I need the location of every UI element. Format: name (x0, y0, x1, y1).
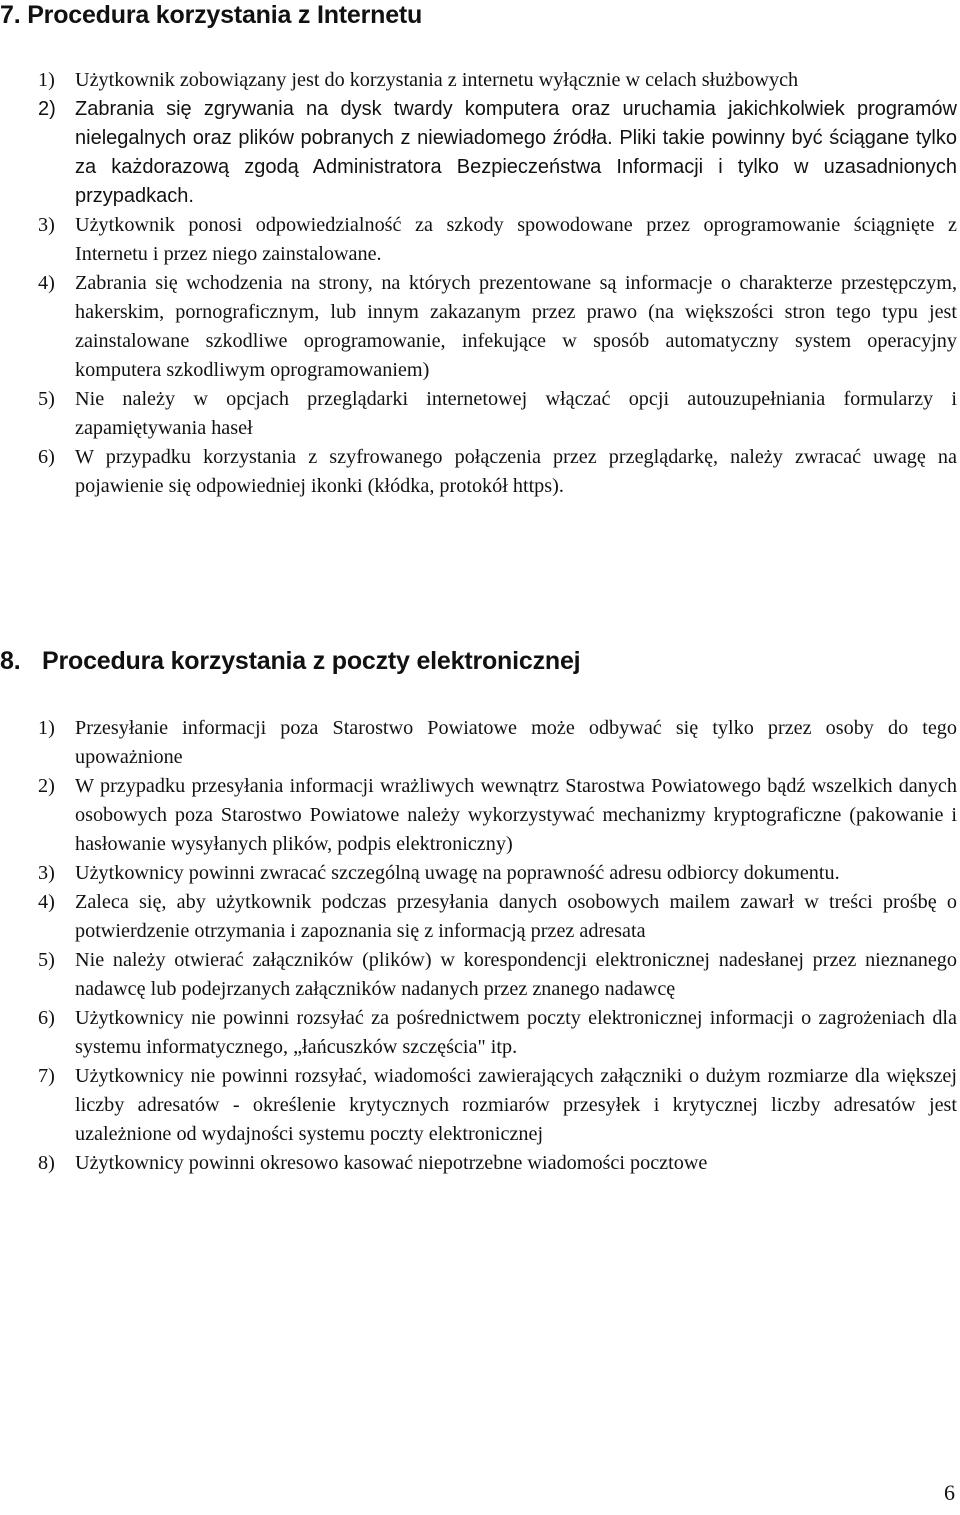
section-7-item-4 (38, 269, 957, 385)
list-item-text: Zaleca się, aby użytkownik podczas przesyłania danych osobowych mailem zawarł w treści prośbę o potwierdzenie otrzymania i zapoznania się z informacją przez adresata (75, 891, 957, 942)
list-item-text: Użytkownicy powinni zwracać szczególną uwagę na poprawność adresu odbiorcy dokumentu. (75, 862, 840, 884)
list-marker: 6) (38, 1007, 55, 1029)
list-marker: 3) (38, 862, 55, 884)
section-7-item-6 (38, 443, 957, 501)
section-8-number: 8. (0, 647, 21, 675)
section-8-title: Procedura korzystania z poczty elektronicznej (42, 647, 581, 675)
list-marker: 2) (38, 98, 56, 120)
page-number: 6 (944, 1480, 955, 1505)
list-marker: 7) (38, 1065, 55, 1087)
list-marker: 6) (38, 446, 55, 468)
list-marker: 1) (38, 717, 55, 739)
section-7-title: Procedura korzystania z Internetu (27, 1, 423, 29)
list-item-text: Nie należy otwierać załączników (plików) w korespondencji elektronicznej nadesłanej przez nieznanego nadawcę lub podejrzanych załączników nadanych przez znanego nadawcę (75, 949, 957, 1000)
list-item-text: Użytkownik ponosi odpowiedzialność za szkody spowodowane przez oprogramowanie ściągnięte z Internetu i przez niego zainstalowane. (75, 214, 957, 265)
section-7-item-1 (38, 66, 957, 95)
section-8-item-1 (38, 714, 957, 772)
list-item-text: Użytkownicy nie powinni rozsyłać za pośrednictwem poczty elektronicznej informacji o zagrożeniach dla systemu informatycznego, „łańcuszków szczęścia" itp. (75, 1007, 957, 1058)
section-8-item-2 (38, 772, 957, 859)
list-marker: 4) (38, 272, 55, 294)
list-marker: 1) (38, 69, 55, 91)
list-item-text: Użytkownik zobowiązany jest do korzystania z internetu wyłącznie w celach służbowych (75, 69, 799, 91)
list-item-text: Nie należy w opcjach przeglądarki internetowej włączać opcji autouzupełniania formularzy i zapamiętywania haseł (75, 388, 957, 439)
section-7-heading (0, 0, 422, 30)
section-7-item-3 (38, 211, 957, 269)
section-8-item-7 (38, 1062, 957, 1149)
list-item-text: Zabrania się zgrywania na dysk twardy komputera oraz uruchamia jakichkolwiek programów nielegalnych oraz plików pobranych z niewiadomego źródła. Pliki takie powinny być ściągane tylko za każdorazową zgodą Administratora Bezpieczeństwa Informacji i tylko w uzasadnionych przypadkach. (75, 98, 957, 207)
section-8-item-6 (38, 1004, 957, 1062)
section-7-number: 7. (0, 1, 21, 29)
list-marker: 5) (38, 388, 55, 410)
list-item-text: W przypadku przesyłania informacji wrażliwych wewnątrz Starostwa Powiatowego bądź wszelkich danych osobowych poza Starostwo Powiatowe należy wykorzystywać mechanizmy kryptograficzne (pakowanie i hasłowanie wysyłanych plików, podpis elektroniczny) (75, 775, 957, 855)
list-item-text: Zabrania się wchodzenia na strony, na których prezentowane są informacje o charakterze przestępczym, hakerskim, pornograficznym, lub innym zakazanym przez prawo (na większości stron tego typu jest zainstalowane szkodliwe oprogramowanie, infekujące w sposób automatyczny system operacyjny komputera szkodliwym oprogramowaniem) (75, 272, 957, 381)
list-marker: 2) (38, 775, 55, 797)
list-item-text: Użytkownicy powinni okresowo kasować niepotrzebne wiadomości pocztowe (75, 1152, 708, 1174)
list-marker: 4) (38, 891, 55, 913)
section-7-item-2 (38, 95, 957, 211)
section-8-item-4 (38, 888, 957, 946)
section-8-item-3 (38, 859, 957, 888)
list-item-text: Przesyłanie informacji poza Starostwo Powiatowe może odbywać się tylko przez osoby do tego upoważnione (75, 717, 957, 768)
section-7-item-5 (38, 385, 957, 443)
section-7-list (38, 66, 957, 501)
list-marker: 3) (38, 214, 55, 236)
section-8-heading (0, 646, 580, 676)
list-item-text: W przypadku korzystania z szyfrowanego połączenia przez przeglądarkę, należy zwracać uwagę na pojawienie się odpowiedniej ikonki (kłódka, protokół https). (75, 446, 957, 497)
section-8-item-5 (38, 946, 957, 1004)
list-marker: 5) (38, 949, 55, 971)
list-item-text: Użytkownicy nie powinni rozsyłać, wiadomości zawierających załączniki o dużym rozmiarze dla większej liczby adresatów - określenie krytycznych rozmiarów przesyłek i krytycznej liczby adresatów jest uzależnione od wydajności systemu poczty elektronicznej (75, 1065, 957, 1145)
section-8-item-8 (38, 1149, 957, 1178)
list-marker: 8) (38, 1152, 55, 1174)
section-8-list (38, 714, 957, 1178)
